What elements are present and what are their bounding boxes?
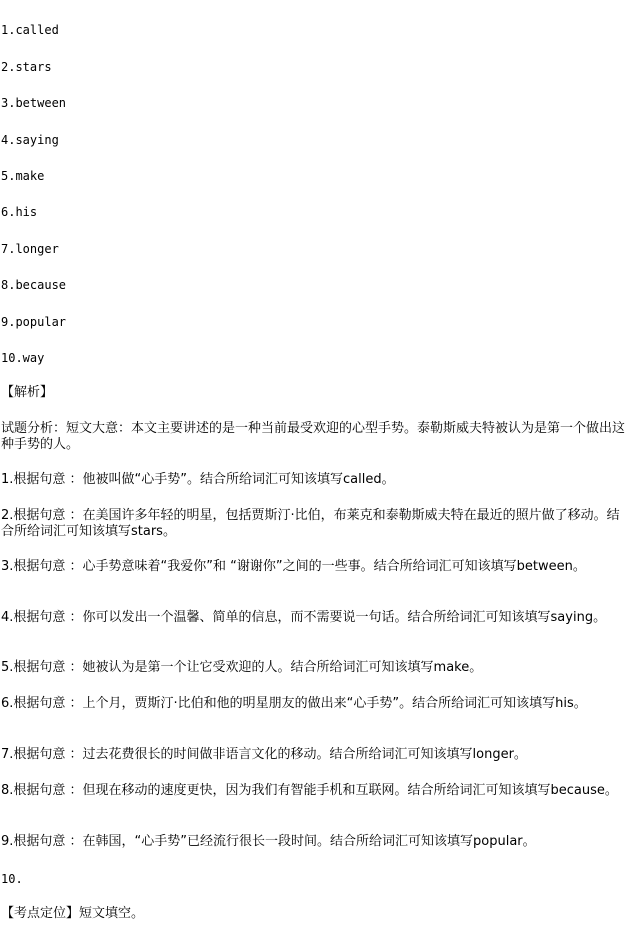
- explanation-3: 3.根据句意 ：心手势意味着“我爱你”和 “谢谢你”之间的一些事。结合所给词汇可知该填写between。: [1, 559, 586, 574]
- answer-item-7: 7.longer: [1, 242, 59, 256]
- explanation-6: 6.根据句意 ：上个月，贾斯汀·比伯和他的明星朋友的做出来“心手势”。结合所给词汇可知该填写his。: [1, 696, 587, 711]
- explanation-4: 4.根据句意 ：你可以发出一个温馨、简单的信息，而不需要说一句话。结合所给词汇可知该填写saying。: [1, 610, 607, 625]
- explanation-10: 10.: [1, 872, 23, 886]
- analysis-summary: 试题分析：短文大意：本文主要讲述的是一种当前最受欢迎的心型手势。泰勒斯威夫特被认为是第一个做出这种手势的人。: [1, 421, 626, 452]
- analysis-heading: 【解析】: [1, 385, 54, 400]
- explanation-2: 2.根据句意 ：在美国许多年轻的明星，包括贾斯汀·比伯，布莱克和泰勒斯威夫特在最近的照片做了移动。结合所给词汇可知该填写stars。: [1, 508, 620, 539]
- answer-item-3: 3.between: [1, 96, 67, 110]
- explanation-8: 8.根据句意 ：但现在移动的速度更快，因为我们有智能手机和互联网。结合所给词汇可知该填写because。: [1, 783, 618, 798]
- explanation-1: 1.根据句意 ：他被叫做“心手势”。结合所给词汇可知该填写called。: [1, 472, 395, 487]
- explanation-5: 5.根据句意 ：她被认为是第一个让它受欢迎的人。结合所给词汇可知该填写make。: [1, 660, 483, 675]
- answer-item-1: 1.called: [1, 23, 59, 37]
- kaodian-label: 【考点定位】短文填空。: [1, 906, 145, 921]
- answer-item-9: 9.popular: [1, 315, 67, 329]
- explanation-9: 9.根据句意 ：在韩国，“心手势”已经流行很长一段时间。结合所给词汇可知该填写popular。: [1, 834, 536, 849]
- answer-item-4: 4.saying: [1, 133, 59, 147]
- answer-item-6: 6.his: [1, 205, 38, 219]
- explanation-7: 7.根据句意 ：过去花费很长的时间做非语言文化的移动。结合所给词汇可知该填写longer。: [1, 747, 527, 762]
- answer-item-8: 8.because: [1, 278, 67, 292]
- answer-item-2: 2.stars: [1, 60, 52, 74]
- answer-item-10: 10.way: [1, 351, 45, 365]
- answer-item-5: 5.make: [1, 169, 45, 183]
